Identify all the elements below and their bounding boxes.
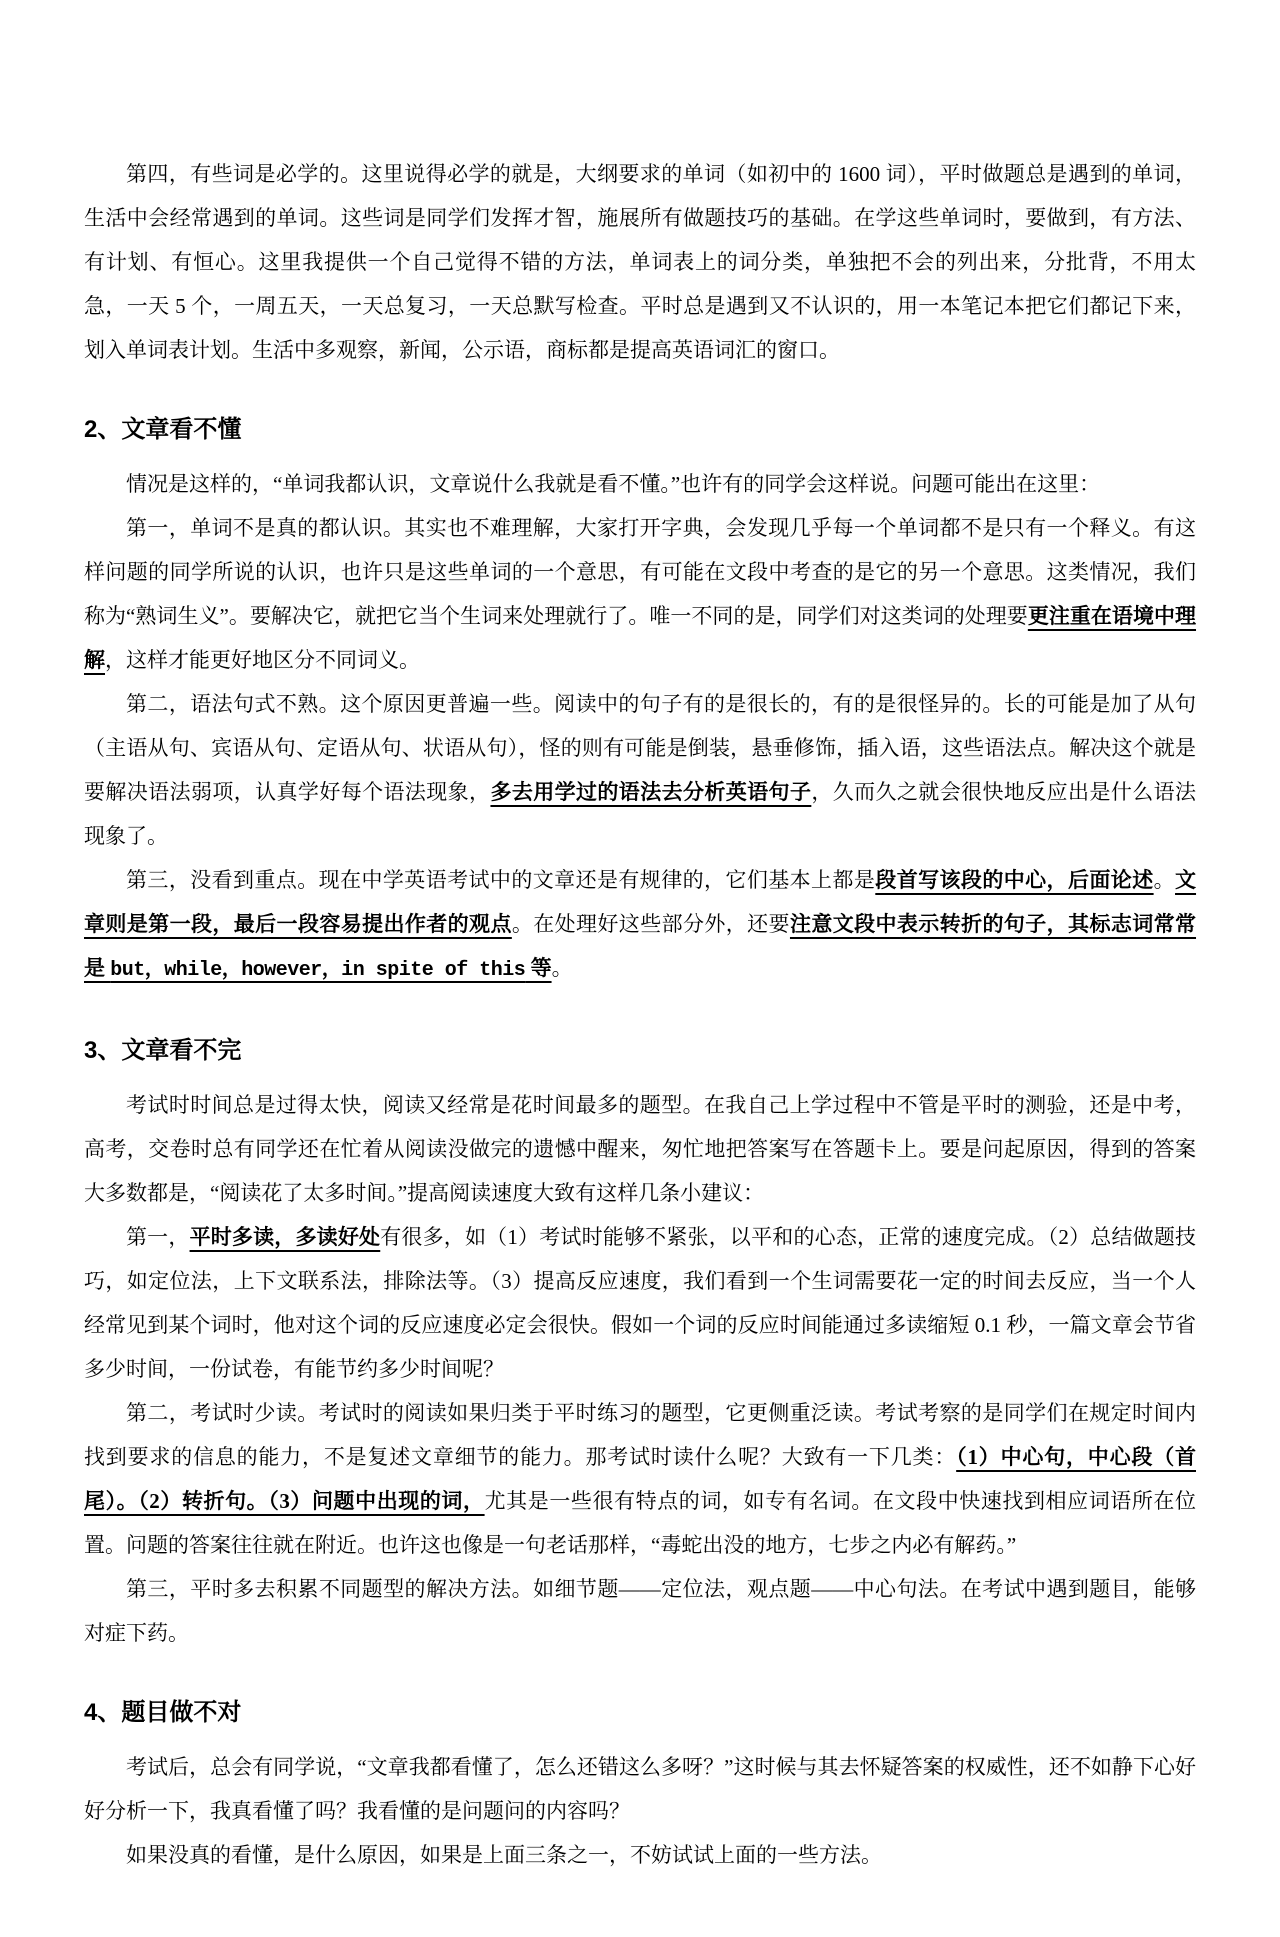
paragraph (84, 462, 1196, 506)
document-body (84, 152, 1196, 1877)
text-run: 第三，没看到重点。现在中学英语考试中的文章还是有规律的，它们基本上都是 (126, 868, 876, 892)
text-run: 段首写该段的中心，后面论述 (875, 868, 1154, 892)
paragraph (84, 858, 1196, 993)
paragraph (84, 1745, 1196, 1833)
text-run: 考试时时间总是过得太快，阅读又经常是花时间最多的题型。在我自己上学过程中不管是平时的测验，还是中考，高考，交卷时总有同学还在忙着从阅读没做完的遗憾中醒来，匆忙地把答案写在答题卡上。要是问起原因，得到的答案大多数都是，“阅读花了太多时间。”提高阅读速度大致有这样几条小建议： (84, 1093, 1196, 1205)
section-heading (84, 1695, 1196, 1731)
section-heading (84, 412, 1196, 448)
text-run: 。在处理好这些部分外，还要 (511, 912, 790, 936)
text-run: 尤其是一些很有特点的词，如专有名词。在文段中快速找到相应词语所在位置。问题的答案往往就在附近。也许这也像是一句老话那样，“毒蛇出没的地方，七步之内必有解药。” (84, 1489, 1197, 1557)
text-run: ，久而久之就会很快地反应出是什么语法现象了。 (84, 780, 1197, 848)
text-run: 第一， (126, 1225, 190, 1249)
paragraph (84, 682, 1196, 858)
text-run: 等 (525, 956, 552, 980)
text-run: 第四，有些词是必学的。这里说得必学的就是，大纲要求的单词（如初中的 1600 词），平时做题总是遇到的单词，生活中会经常遇到的单词。这些词是同学们发挥才智，施展所有做题技巧的基础。在学这些单词时，要做到，有方法、有计划、有恒心。这里我提供一个自己觉得不错的方法，单词表上的词分类，单独把不会的列出来，分批背，不用太急，一天 5 个，一周五天，一天总复习，一天总默写检查。平时总是遇到又不认识的，用一本笔记本把它们都记下来，划入单词表计划。生活中多观察，新闻，公示语，商标都是提高英语词汇的窗口。 (84, 162, 1196, 362)
text-run: 文章则是第一段，最后一段容易提出作者的观点 (84, 868, 1197, 936)
text-run: 如果没真的看懂，是什么原因，如果是上面三条之一，不妨试试上面的一些方法。 (126, 1843, 882, 1867)
text-run: 。 (551, 956, 573, 980)
paragraph (84, 1391, 1196, 1567)
paragraph (84, 506, 1196, 682)
text-run: 第三，平时多去积累不同题型的解决方法。如细节题——定位法，观点题——中心句法。在考试中遇到题目，能够对症下药。 (84, 1577, 1196, 1645)
paragraph (84, 1833, 1196, 1877)
text-run: 注意文段中表示转折的句子，其标志词常常是 (84, 912, 1197, 980)
text-run: 。 (1153, 868, 1176, 892)
paragraph (84, 1215, 1196, 1391)
text-run: but，while，however，in spite of this (110, 959, 526, 982)
paragraph (84, 1567, 1196, 1655)
text-run: 有很多，如（1）考试时能够不紧张，以平和的心态，正常的速度完成。（2）总结做题技巧，如定位法，上下文联系法，排除法等。（3）提高反应速度，我们看到一个生词需要花一定的时间去反应，当一个人经常见到某个词时，他对这个词的反应速度必定会很快。假如一个词的反应时间能通过多读缩短 0.1 秒，一篇文章会节省多少时间，一份试卷，有能节约多少时间呢？ (84, 1225, 1197, 1381)
section-heading (84, 1033, 1196, 1069)
paragraph (84, 152, 1196, 372)
text-run: 更注重在语境中理解 (84, 604, 1197, 672)
text-run: 4、题目做不对 (84, 1699, 242, 1726)
text-run: 第二，考试时少读。考试时的阅读如果归类于平时练习的题型，它更侧重泛读。考试考察的是同学们在规定时间内找到要求的信息的能力，不是复述文章细节的能力。那考试时读什么呢？大致有一下几类： (84, 1401, 1196, 1469)
text-run: 平时多读，多读好处 (189, 1225, 381, 1249)
text-run: 情况是这样的，“单词我都认识，文章说什么我就是看不懂。”也许有的同学会这样说。问题可能出在这里： (126, 472, 1101, 496)
text-run: 考试后，总会有同学说，“文章我都看懂了，怎么还错这么多呀？”这时候与其去怀疑答案的权威性，还不如静下心好好分析一下，我真看懂了吗？我看懂的是问题问的内容吗？ (84, 1755, 1196, 1823)
text-run: 3、文章看不完 (84, 1037, 242, 1064)
paragraph (84, 1083, 1196, 1215)
text-run: ，这样才能更好地区分不同词义。 (105, 648, 420, 672)
text-run: （1）中心句，中心段（首尾）。（2）转折句。（3）问题中出现的词， (84, 1445, 1196, 1513)
text-run: 第二，语法句式不熟。这个原因更普遍一些。阅读中的句子有的是很长的，有的是很怪异的。长的可能是加了从句（主语从句、宾语从句、定语从句、状语从句），怪的则有可能是倒装，悬垂修饰，插入语，这些语法点。解决这个就是要解决语法弱项，认真学好每个语法现象， (84, 692, 1196, 804)
text-run: 2、文章看不懂 (84, 416, 242, 443)
text-run: 多去用学过的语法去分析英语句子 (490, 780, 812, 804)
text-run: 第一，单词不是真的都认识。其实也不难理解，大家打开字典，会发现几乎每一个单词都不是只有一个释义。有这样问题的同学所说的认识，也许只是这些单词的一个意思，有可能在文段中考查的是它的另一个意思。这类情况，我们称为“熟词生义”。要解决它，就把它当个生词来处理就行了。唯一不同的是，同学们对这类词的处理要 (84, 516, 1196, 628)
